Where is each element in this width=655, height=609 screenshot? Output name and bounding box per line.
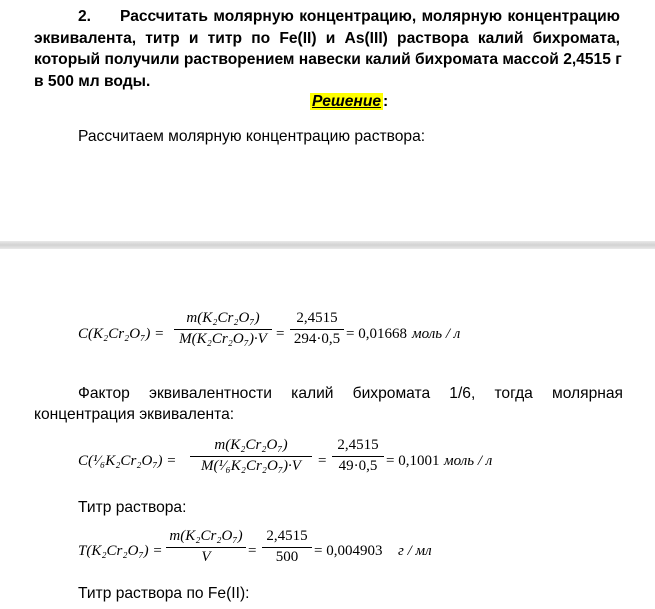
page-break [0, 241, 655, 249]
paragraph-equivalence-factor-line2: концентрация эквивалента: [34, 406, 235, 423]
formula-equivalent-concentration: C(¹⁄₆K₂Cr₂O₇) = m(K₂Cr₂O₇) M(¹⁄₆K₂Cr₂O₇)·V = 2,4515 49·0,5 = 0,1001 моль / л [78, 437, 493, 474]
task-line-3: который получили растворением навески калий бихромата массой 2,4515 г [34, 51, 622, 69]
solution-heading: Решение : [312, 93, 389, 110]
paragraph-titer: Титр раствора: [78, 499, 187, 516]
task-line-1: 2. Рассчитать молярную концентрацию, молярную концентрацию [34, 6, 620, 28]
task-line-2: эквивалента, титр и титр по Fe(II) и As(III) раствора калий бихромата, [34, 29, 620, 47]
task-number: 2. [78, 8, 92, 25]
formula1-unit: моль / л [412, 326, 461, 342]
formula1-result: = 0,01668 [346, 326, 407, 342]
paragraph-equivalence-factor-line1: Фактор эквивалентности калий бихромата 1/6, тогда молярная [78, 385, 623, 402]
paragraph-titer-fe: Титр раствора по Fe(II): [78, 585, 250, 602]
formula1-value-fraction: 2,4515 294·0,5 [290, 310, 344, 348]
solution-label: Решение [312, 93, 382, 110]
task-line-4: в 500 мл воды. [34, 72, 151, 90]
formula2-numerator: m(K₂Cr₂O₇) [214, 437, 288, 453]
formula2-denominator: M(¹⁄₆K₂Cr₂O₇)·V [201, 458, 301, 474]
formula-titer: T(K₂Cr₂O₇) = m(K₂Cr₂O₇) V = 2,4515 500 = 0,004903 г / мл [78, 528, 432, 565]
formula3-result: = 0,004903 [314, 543, 383, 559]
formula1-numerator: m(K₂Cr₂O₇) [186, 310, 260, 326]
paragraph-molar-concentration: Рассчитаем молярную концентрацию раствора: [78, 128, 426, 145]
formula3-fraction [166, 528, 246, 566]
formula1-denominator: M(K₂Cr₂O₇)·V [179, 331, 267, 347]
formula3-unit: г / мл [398, 543, 432, 559]
formula1-fraction [174, 310, 272, 348]
formula3-denominator: V [201, 549, 211, 565]
formula2-fraction [190, 437, 312, 475]
formula2-value-fraction: 2,4515 49·0,5 [332, 437, 384, 475]
formula3-numerator: m(K₂Cr₂O₇) [169, 528, 243, 544]
formula2-lhs: C(¹⁄₆K₂Cr₂O₇) = [78, 453, 177, 469]
formula3-value-fraction: 2,4515 500 [262, 528, 312, 566]
task-statement [34, 6, 620, 92]
formula2-unit: моль / л [444, 453, 493, 469]
formula1-lhs: C(K₂Cr₂O₇) = [78, 326, 165, 342]
formula2-result: = 0,1001 [386, 453, 440, 469]
formula3-lhs: T(K₂Cr₂O₇) = [78, 543, 163, 559]
formula-molar-concentration: C(K₂Cr₂O₇) = m(K₂Cr₂O₇) M(K₂Cr₂O₇)·V = 2,4515 294·0,5 = 0,01668 моль / л [78, 310, 461, 347]
